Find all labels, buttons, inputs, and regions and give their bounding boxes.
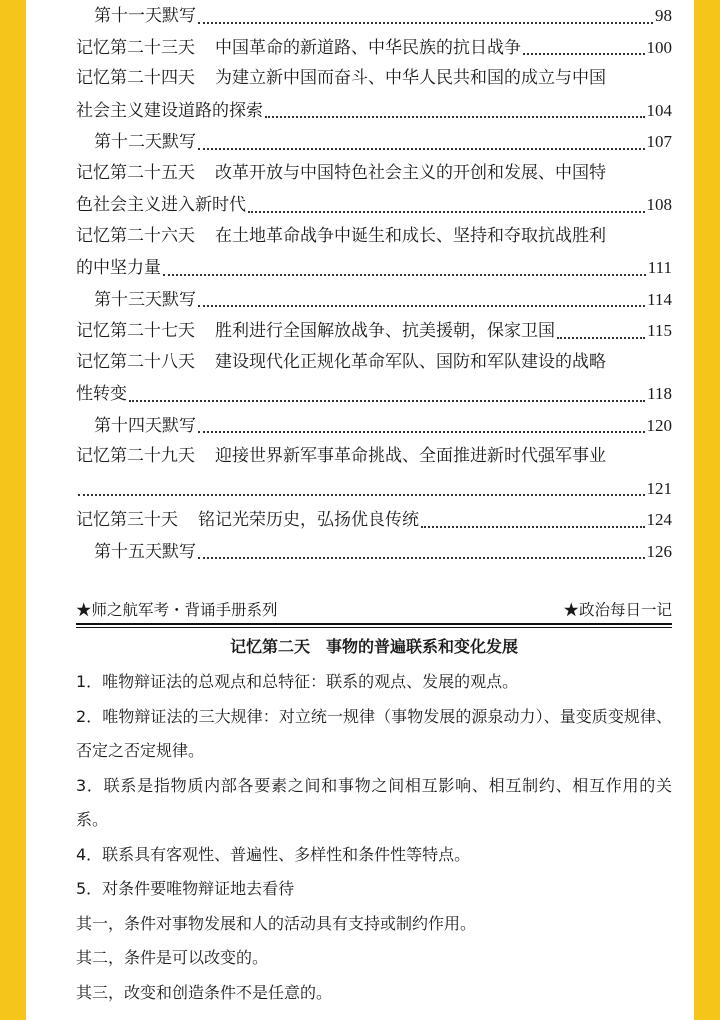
toc-page-number: 120 — [646, 415, 672, 435]
toc-leader-dots — [129, 400, 645, 402]
toc-entry-label: 记忆第二十五天 — [76, 162, 195, 183]
toc-entry-label: 记忆第二十六天 — [76, 225, 195, 246]
toc-entry-label: 记忆第三十天 — [76, 510, 178, 530]
toc-entry-title: 铭记光荣历史，弘扬优良传统 — [198, 510, 419, 530]
toc-entry-text — [76, 505, 419, 537]
paragraph: 1．唯物辩证法的总观点和总特征：联系的观点、发展的观点。 — [76, 672, 519, 691]
toc-page-number: 121 — [646, 478, 672, 498]
toc-entry-label: 记忆第二十三天 — [76, 37, 195, 58]
series-title: ★师之航军考・背诵手册系列 — [76, 601, 278, 619]
toc-leader-dots — [198, 148, 645, 150]
toc-entry — [76, 158, 672, 190]
toc-entry-label: 第十五天默写 — [94, 541, 196, 562]
book-title: ★政治每日一记 — [563, 601, 672, 619]
toc-page-number: 100 — [646, 37, 672, 57]
paragraph: 2．唯物辩证法的三大规律：对立统一规律（事物发展的源泉动力）、量变质变规律、否定之否定规律。 — [76, 706, 672, 760]
toc-entry-title: 为建立新中国而奋斗、中华人民共和国的成立与中国 — [215, 68, 606, 88]
toc-page-number: 126 — [646, 541, 672, 561]
toc-leader-dots — [248, 211, 645, 213]
toc-entry — [76, 126, 672, 158]
toc-page-number: 108 — [646, 195, 672, 214]
toc-entry-title: 迎接世界新军事革命挑战、全面推进新时代强军事业 — [215, 446, 606, 466]
toc-entry — [76, 504, 672, 536]
header-rule-thin — [76, 627, 672, 628]
toc-entry-label: 记忆第二十四天 — [76, 68, 195, 88]
toc-entry-title: 胜利进行全国解放战争、抗美援朝，保家卫国 — [215, 321, 555, 341]
toc-entry — [76, 410, 672, 442]
paragraph: 3．联系是指物质内部各要素之间和事物之间相互影响、相互制约、相互作用的关系。 — [76, 775, 672, 829]
paragraph: 其一，条件对事物发展和人的活动具有支持或制约作用。 — [76, 913, 477, 933]
running-header — [76, 596, 672, 622]
header-rule-thick — [76, 623, 672, 625]
paragraph: 其三，改变和创造条件不是任意的。 — [76, 982, 333, 1002]
toc-entry — [76, 95, 672, 127]
toc-entry-title: 中国革命的新道路、中华民族的抗日战争 — [215, 37, 521, 58]
toc-entry-label: 第十四天默写 — [94, 415, 196, 436]
toc-page-number: 107 — [646, 132, 672, 151]
section-title: 记忆第二天 事物的普遍联系和变化发展 — [229, 637, 518, 656]
toc-leader-dots — [163, 274, 646, 276]
toc-leader-dots — [198, 431, 645, 433]
toc-leader-dots — [265, 116, 645, 118]
toc-entry-text — [76, 68, 606, 88]
paragraph: 4．联系具有客观性、普遍性、多样性和条件性等特点。 — [76, 844, 471, 864]
toc-leader-dots — [523, 53, 645, 55]
document-page — [26, 0, 694, 1020]
toc-entry-text — [76, 33, 521, 65]
toc-entry-text — [76, 226, 606, 246]
toc-entry — [76, 536, 672, 568]
toc-page-number: 104 — [646, 100, 672, 120]
toc-entry — [76, 0, 672, 32]
toc-entry — [76, 63, 672, 95]
toc-entry-label: 第十一天默写 — [94, 6, 196, 26]
toc-page-number: 118 — [647, 384, 672, 403]
table-of-contents — [76, 0, 672, 567]
toc-entry-title: 改革开放与中国特色社会主义的开创和发展、中国特 — [215, 162, 606, 183]
toc-entry-label: 记忆第二十九天 — [76, 446, 195, 466]
toc-entry-label: 第十三天默写 — [94, 289, 196, 310]
toc-page-number: 98 — [655, 6, 672, 25]
toc-entry-label: 记忆第二十八天 — [76, 351, 195, 372]
paragraph: 5．对条件要唯物辩证地去看待 — [76, 879, 295, 898]
toc-page-number: 111 — [647, 258, 672, 277]
toc-entry — [76, 315, 672, 347]
toc-entry — [76, 32, 672, 64]
toc-entry — [76, 189, 672, 221]
toc-page-number: 115 — [647, 321, 672, 340]
toc-leader-dots — [198, 305, 645, 307]
toc-leader-dots — [421, 526, 645, 528]
toc-entry-continuation: 色社会主义进入新时代 — [76, 195, 246, 215]
section-body — [76, 665, 672, 1010]
toc-entry-text — [76, 446, 606, 466]
toc-page-number: 124 — [646, 510, 672, 529]
toc-entry — [76, 347, 672, 379]
toc-leader-dots — [557, 337, 645, 339]
toc-page-number: 114 — [647, 289, 672, 309]
toc-entry-text — [76, 316, 555, 348]
toc-entry — [76, 221, 672, 253]
toc-entry-continuation: 的中坚力量 — [76, 258, 161, 278]
toc-entry — [76, 252, 672, 284]
toc-entry — [76, 378, 672, 410]
toc-entry-continuation: 社会主义建设道路的探索 — [76, 100, 263, 121]
toc-entry-text — [76, 163, 606, 183]
toc-entry-title: 建设现代化正规化革命军队、国防和军队建设的战略 — [215, 351, 606, 372]
toc-leader-dots — [78, 494, 645, 496]
toc-entry — [76, 284, 672, 316]
left-gold-border — [0, 0, 26, 1020]
toc-leader-dots — [198, 22, 653, 24]
right-gold-border — [694, 0, 720, 1020]
toc-entry-label: 记忆第二十七天 — [76, 321, 195, 341]
toc-entry — [76, 473, 672, 505]
toc-entry-title: 在土地革命战争中诞生和成长、坚持和夺取抗战胜利 — [215, 225, 606, 246]
toc-entry-label: 第十二天默写 — [94, 132, 196, 152]
toc-entry — [76, 441, 672, 473]
toc-leader-dots — [198, 557, 645, 559]
toc-entry-text — [76, 352, 606, 372]
paragraph: 其二，条件是可以改变的。 — [76, 948, 269, 967]
toc-entry-continuation: 性转变 — [76, 384, 127, 404]
